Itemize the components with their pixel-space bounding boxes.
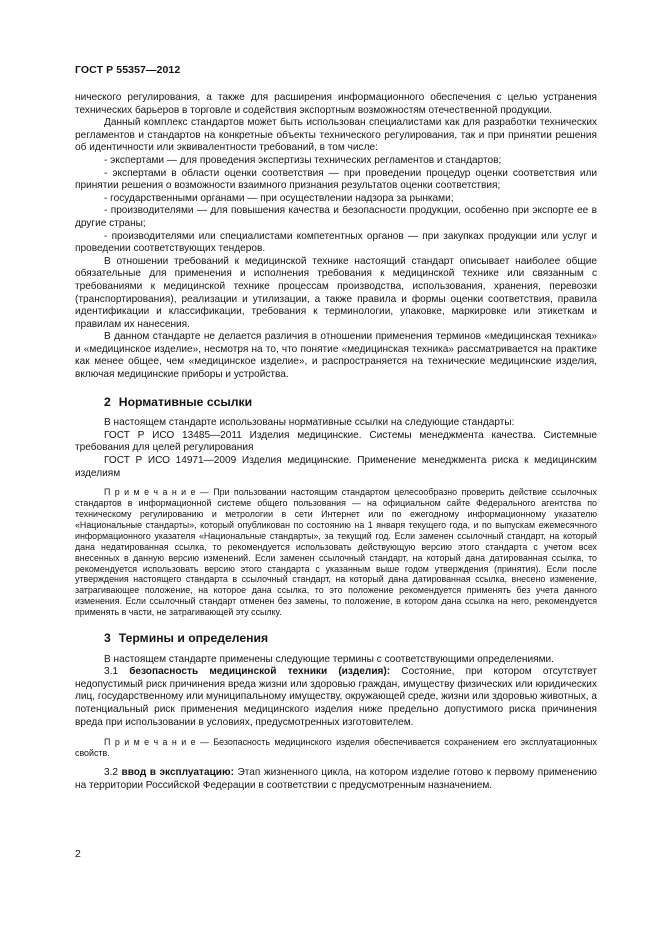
page-body bbox=[75, 92, 597, 792]
list-item: - производителями — для повышения качества и безопасности продукции, особенно при экспорте ее в другие страны; bbox=[75, 205, 597, 229]
term-definition bbox=[75, 767, 597, 792]
term-number: 3.1 bbox=[104, 666, 130, 678]
term-number: 3.2 bbox=[104, 767, 122, 779]
page-number: 2 bbox=[75, 848, 81, 860]
term-text: Состояние, при котором отсутствует недопустимый риск причинения вреда жизни или здоровью граждан, имуществу физических или юридических лиц, государственному или муниципальному имуществу, окружающей среде, жизни или здоровью животных, а потенциальный риск применения медицинского изделия ниже предельно допустимого риска причинения вреда при использовании в условиях, предусмотренных изготовителем. bbox=[75, 666, 598, 728]
list-item: - производителями или специалистами компетентных органов — при закупках продукции или услуг и проведении соответствующих тендеров. bbox=[75, 230, 597, 255]
section-number: 3 bbox=[104, 631, 111, 646]
list-item: - государственными органами — при осуществлении надзора за рынками; bbox=[104, 192, 454, 204]
paragraph: нического регулирования, а также для расширения информационного обеспечения с целью устранения технических барьеров в торговле и содействия экспортным возможностям отечественной продукции. bbox=[75, 92, 597, 116]
note-label: П р и м е ч а н и е bbox=[104, 487, 196, 498]
term-definition bbox=[75, 666, 597, 729]
note bbox=[75, 737, 597, 759]
note-text: — Безопасность медицинского изделия обеспечивается сохранением его эксплуатационных свойств. bbox=[75, 737, 597, 759]
paragraph: В настоящем стандарте использованы нормативные ссылки на следующие стандарты: bbox=[104, 417, 515, 429]
reference-item: ГОСТ Р ИСО 14971—2009 Изделия медицинские. Применение менеджмента риска к медицинским изделиям bbox=[75, 455, 597, 479]
section-heading bbox=[104, 396, 597, 409]
section-number: 2 bbox=[104, 394, 111, 409]
term-text: Этап жизненного цикла, на котором изделие готово к первому применению на территории Российской Федерации в соответствии с предусмотренным назначением. bbox=[75, 767, 597, 791]
section-title: Нормативные ссылки bbox=[118, 394, 253, 409]
note bbox=[75, 487, 597, 618]
list-item: - экспертами в области оценки соответствия — при проведении процедур оценки соответствия или принятии решения о возможности взаимного признания результатов оценки соответствия; bbox=[75, 167, 597, 192]
section-heading bbox=[104, 632, 597, 645]
paragraph: Данный комплекс стандартов может быть использован специалистами как для разработки технических регламентов и стандартов на конкретные объекты технического регулирования, так и при принятии решения об идентичности или эквивалентности требований, в том числе: bbox=[75, 117, 597, 154]
paragraph: В настоящем стандарте применены следующие термины с соответствующими определениями. bbox=[104, 653, 554, 665]
note-label: П р и м е ч а н и е bbox=[104, 737, 196, 748]
document-header: ГОСТ Р 55357—2012 bbox=[75, 64, 181, 76]
term-name: безопасность медицинской техники (изделия): bbox=[129, 666, 391, 678]
paragraph: В отношении требований к медицинской технике настоящий стандарт описывает наиболее общие обязательные для применения и исполнения требования к медицинской технике или связанным с требованиями к медицинской технике процессам производства, использования, хранения, перевозки (транспортирования), реализации и утилизации, а также правила и формы оценки соответствия, правила идентификации и классификации, требования к терминологии, упаковке, маркировке или этикеткам и правилам их нанесения. bbox=[75, 255, 597, 330]
note-text: — При пользовании настоящим стандартом целесообразно проверить действие ссылочных стандартов в информационной системе общего пользования — на официальном сайте Федерального агентства по техническому регулированию и метрологии в сети Интернет или по ежегодному информационному указателю «Национальные стандарты», который опубликован по состоянию на 1 января текущего года, и по выпускам ежемесячного информационного указателя «Национальные стандарты», за текущий год. Если заменен ссылочный стандарт, на который дана недатированная ссылка, то рекомендуется использовать действующую версию этого стандарта с учетом всех внесенных в данную версию изменений. Если заменен ссылочный стандарт, на который дана датированная ссылка, то рекомендуется использовать версию этого стандарта с указанным выше годом утверждения (принятия). Если после утверждения настоящего стандарта в ссылочный стандарт, на который дана датированная ссылка, внесено изменение, затрагивающее положение, на которое дана ссылка, то это положение рекомендуется применять без учета данного изменения. Если ссылочный стандарт отменен без замены, то положение, в котором дана ссылка на него, рекомендуется применять в части, не затрагивающей эту ссылку. bbox=[75, 487, 597, 618]
list-item: - экспертами — для проведения экспертизы технических регламентов и стандартов; bbox=[104, 154, 502, 166]
reference-item: ГОСТ Р ИСО 13485—2011 Изделия медицинские. Системы менеджмента качества. Системные требования для целей регулирования bbox=[75, 429, 597, 454]
term-name: ввод в эксплуатацию: bbox=[121, 767, 234, 779]
section-title: Термины и определения bbox=[118, 631, 269, 646]
paragraph: В данном стандарте не делается различия в отношении применения терминов «медицинская техника» и «медицинское изделие», несмотря на то, что понятие «медицинская техника» рассматривается на практике как менее общее, чем «медицинское изделие», и распространяется на технические медицинские изделия, включая медицинские приборы и устройства. bbox=[75, 331, 597, 381]
